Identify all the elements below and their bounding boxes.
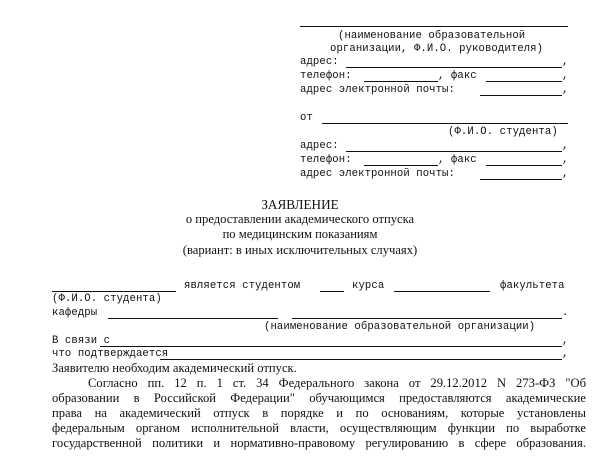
document-title: ЗАЯВЛЕНИЕ [261, 197, 339, 212]
subtitle-line-3: (вариант: в иных исключительных случаях) [182, 243, 418, 257]
subtitle-line-1: о предоставлении академического отпуска [185, 212, 415, 226]
recipient-line [300, 26, 568, 27]
student-address-field[interactable] [346, 151, 562, 152]
faculty-label: факультета [500, 280, 565, 292]
address-label: адрес: [300, 56, 339, 68]
org-caption-1: (наименование образовательной [338, 30, 526, 42]
phone-field[interactable] [364, 81, 438, 82]
email-label: адрес электронной почты: [300, 84, 455, 96]
course-label: курса [352, 280, 385, 292]
student-email-comma: , [562, 168, 569, 180]
paragraph-line-5: государственной политики и нормативно-правовому регулированию в сфере образования. [52, 436, 586, 450]
confirmation-field[interactable] [160, 359, 562, 360]
faculty-field[interactable] [394, 291, 490, 292]
student-fax-field[interactable] [486, 165, 562, 166]
due-to-label: В связи с [52, 335, 111, 347]
paragraph-line-3: права на академический отпуск в порядке и по основаниям, которые установлены [52, 406, 586, 420]
needs-leave-text: Заявителю необходим академический отпуск. [52, 361, 297, 375]
student-email-label: адрес электронной почты: [300, 168, 455, 180]
student-caption-body: (Ф.И.О. студента) [52, 293, 162, 305]
organization-field[interactable] [292, 318, 562, 319]
from-label: от [300, 112, 313, 124]
address-comma: , [562, 56, 569, 68]
fax-field[interactable] [486, 81, 562, 82]
reason-comma: , [562, 335, 569, 347]
address-field[interactable] [346, 67, 562, 68]
paragraph-line-1: Согласно пп. 12 п. 1 ст. 34 Федерального закона от 29.12.2012 N 273-ФЗ "Об [88, 376, 586, 390]
phone-label: телефон: [300, 70, 352, 82]
confirmation-comma: , [562, 348, 569, 360]
department-label: кафедры [52, 307, 98, 319]
fax-comma: , [562, 70, 569, 82]
student-fax-comma: , [562, 154, 569, 166]
paragraph-line-4: федеральным органом исполнительной власти, осуществляющим функции по выработке [52, 421, 586, 435]
student-name-field[interactable] [52, 291, 176, 292]
paragraph-line-2: образовании в Российской Федерации" обучающимся предоставляются академические [52, 391, 586, 405]
from-field[interactable] [322, 123, 568, 124]
department-field[interactable] [108, 318, 278, 319]
student-email-field[interactable] [480, 179, 562, 180]
student-address-label: адрес: [300, 140, 339, 152]
student-address-comma: , [562, 140, 569, 152]
fax-label: , факс [438, 70, 477, 82]
student-fax-label: , факс [438, 154, 477, 166]
student-phone-label: телефон: [300, 154, 352, 166]
email-field[interactable] [480, 95, 562, 96]
student-caption-top: (Ф.И.О. студента) [448, 126, 558, 138]
confirmed-label: что подтверждается [52, 348, 169, 360]
is-student-text: является студентом [184, 280, 301, 292]
department-period: . [562, 307, 569, 319]
subtitle-line-2: по медицинским показаниям [222, 227, 378, 241]
org-caption-2: организации, Ф.И.О. руководителя) [330, 43, 544, 55]
course-field[interactable] [320, 291, 344, 292]
reason-field[interactable] [100, 346, 562, 347]
org-caption-body: (наименование образовательной организации) [264, 321, 536, 333]
email-comma: , [562, 84, 569, 96]
student-phone-field[interactable] [364, 165, 438, 166]
